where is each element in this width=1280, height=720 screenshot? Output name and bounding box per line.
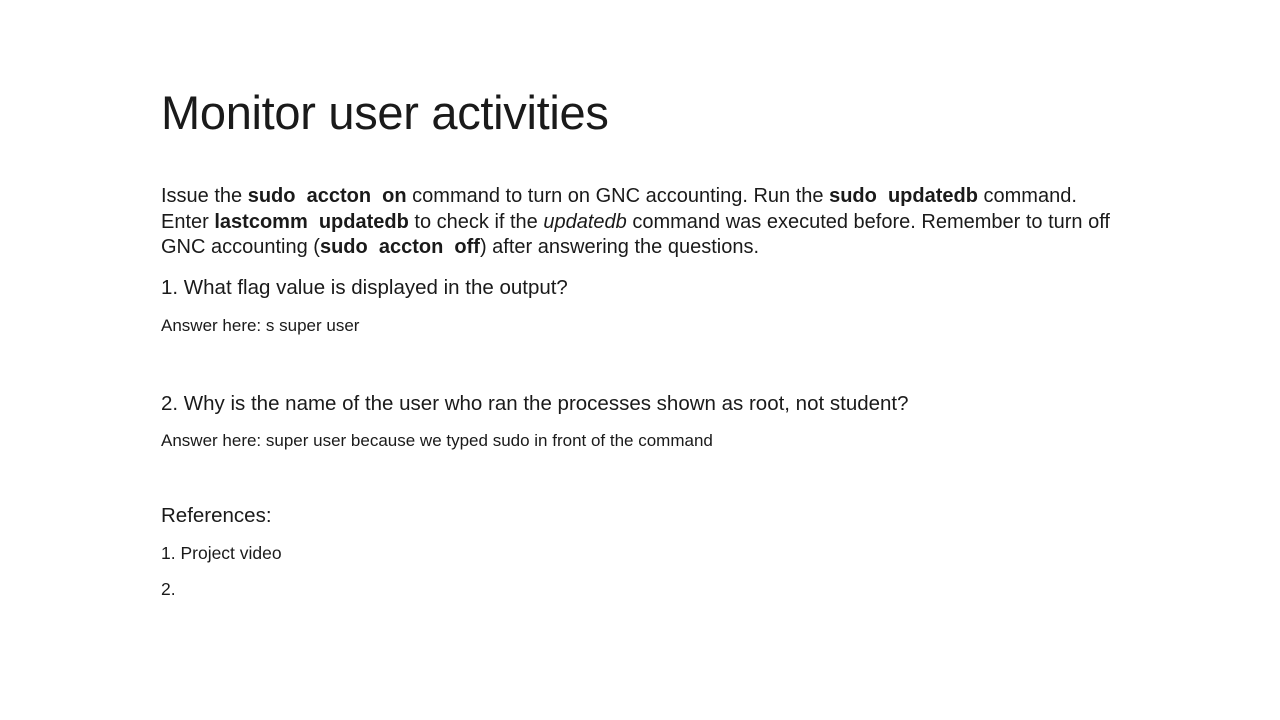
intro-text: ) after answering the questions. (479, 236, 760, 258)
reference-item: 1. Project video (161, 543, 282, 563)
intro-text: command to turn on GNC accounting. Run the (406, 185, 830, 207)
answer-value[interactable]: super user because we typed sudo in front of the command (265, 431, 713, 450)
intro-text: command. Enter (161, 185, 1077, 233)
command-sudo-updatedb: sudo updatedb (829, 185, 978, 207)
answer-label: Answer here: (161, 431, 266, 450)
question-2: 2. Why is the name of the user who ran the processes shown as root, not student? (161, 392, 909, 415)
answer-label: Answer here: (161, 316, 266, 335)
command-name-updatedb: updatedb (543, 210, 627, 233)
slide-title: Monitor user activities (161, 86, 609, 139)
answer-1[interactable] (161, 315, 359, 337)
instructions-paragraph (161, 184, 1121, 261)
intro-text: to check if the (408, 210, 544, 233)
answer-2[interactable] (161, 430, 713, 452)
answer-value[interactable]: s super user (265, 316, 360, 335)
intro-text: command was executed before. Remember to turn off GNC accounting ( (161, 210, 1110, 258)
command-lastcomm-updatedb: lastcomm updatedb (214, 210, 409, 233)
command-sudo-accton-off: sudo accton off (319, 236, 480, 258)
reference-item: 2. (161, 579, 176, 599)
command-sudo-accton-on: sudo accton on (247, 185, 407, 207)
intro-text: Issue the (161, 185, 248, 207)
references-heading: References: (161, 504, 272, 527)
question-1: 1. What flag value is displayed in the output? (161, 276, 568, 299)
